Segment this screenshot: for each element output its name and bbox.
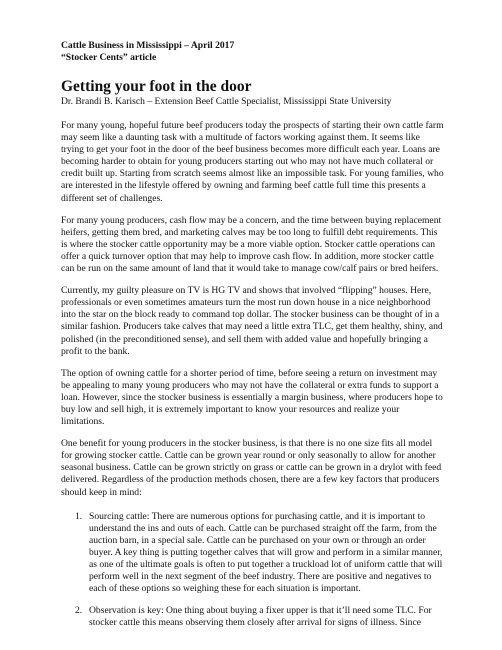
document-page	[61, 40, 445, 639]
author-byline: Dr. Brandi B. Karisch – Extension Beef Cattle Specialist, Mississippi State University	[61, 96, 392, 107]
article-title: Getting your foot in the door	[61, 78, 252, 95]
list-item-text: Observation is key: One thing about buying a fixer upper is that it’ll need some TLC. For stocker cattle this means observing them closely after arrival for signs of illness. Since	[89, 605, 432, 629]
paragraph-flipping: Currently, my guilty pleasure on TV is HG TV and shows that involved “flipping” houses. Here, professionals or even sometimes amateurs turn the most run down house in a nice neighborhood into the star on the block ready to command top dollar. The stocker business can be thought of in a similar fashion. Producers take calves that may need a little extra TLC, get them healthy, shiny, and polished (in the preconditioned sense), and sell them with added value and hopefully bringing a profit to the bank.	[61, 285, 443, 357]
column-name: “Stocker Cents” article	[61, 52, 157, 63]
publication-line: Cattle Business in Mississippi – April 2017	[61, 40, 235, 51]
list-item-number: 1.	[75, 510, 83, 522]
paragraph-benefits: One benefit for young producers in the stocker business, is that there is no one size fits all model for growing stocker cattle. Cattle can be grown year round or only seasonally to allow for another seasonal business. Cattle can be grown strictly on grass or cattle can be grown in a drylot with feed delivered. Regardless of the production methods chosen, there are a few key factors that producers should keep in mind:	[61, 438, 442, 498]
paragraph-short-ownership: The option of owning cattle for a shorter period of time, before seeing a return on investment may be appealing to many young producers who may not have the collateral or extra funds to support a loan. However, since the stocker business is essentially a margin business, where producers hope to buy low and sell high, it is extremely important to know your resources and realize your limitations.	[61, 367, 443, 428]
list-item-number: 2.	[75, 605, 83, 617]
paragraph-cash-flow: For many young producers, cash flow may be a concern, and the time between buying replacement heifers, getting them bred, and marketing calves may be too long to fulfill debt requirements. This is where the stocker cattle opportunity may be a more viable option. Stocker cattle operations can offer a quick turnover option that may help to improve cash flow. In addition, more stocker cattle can be run on the same amount of land that it would take to manage cow/calf pairs or bred heifers.	[61, 214, 442, 275]
list-item	[61, 511, 445, 596]
list-item-text: Sourcing cattle: There are numerous options for purchasing cattle, and it is important to understand the ins and outs of each. Cattle can be purchased straight off the farm, from the auction barn, in a special sale. Cattle can be purchased on your own or through an order buyer. A key thing is putting together calves that will grow and perform in a similar manner, as one of the ultimate goals is often to put together a truckload lot of uniform cattle that will perform well in the next segment of the beef industry. There are positive and negatives to each of these options so weighing these for each situation is important.	[89, 510, 443, 595]
list-item	[61, 605, 445, 629]
key-factors-list	[61, 511, 445, 630]
paragraph-intro: For many young, hopeful future beef producers today the prospects of starting their own cattle farm may seem like a daunting task with a multitude of factors working against them. It seems like trying to get your foot in the door of the beef business becomes more difficult each year. Loans are becoming harder to obtain for young producers starting out who may not have much collateral or credit built up. Starting from scratch seems almost like an impossible task. For young families, who are interested in the lifestyle offered by owning and farming beef cattle full time this presents a different set of challenges.	[61, 120, 444, 204]
